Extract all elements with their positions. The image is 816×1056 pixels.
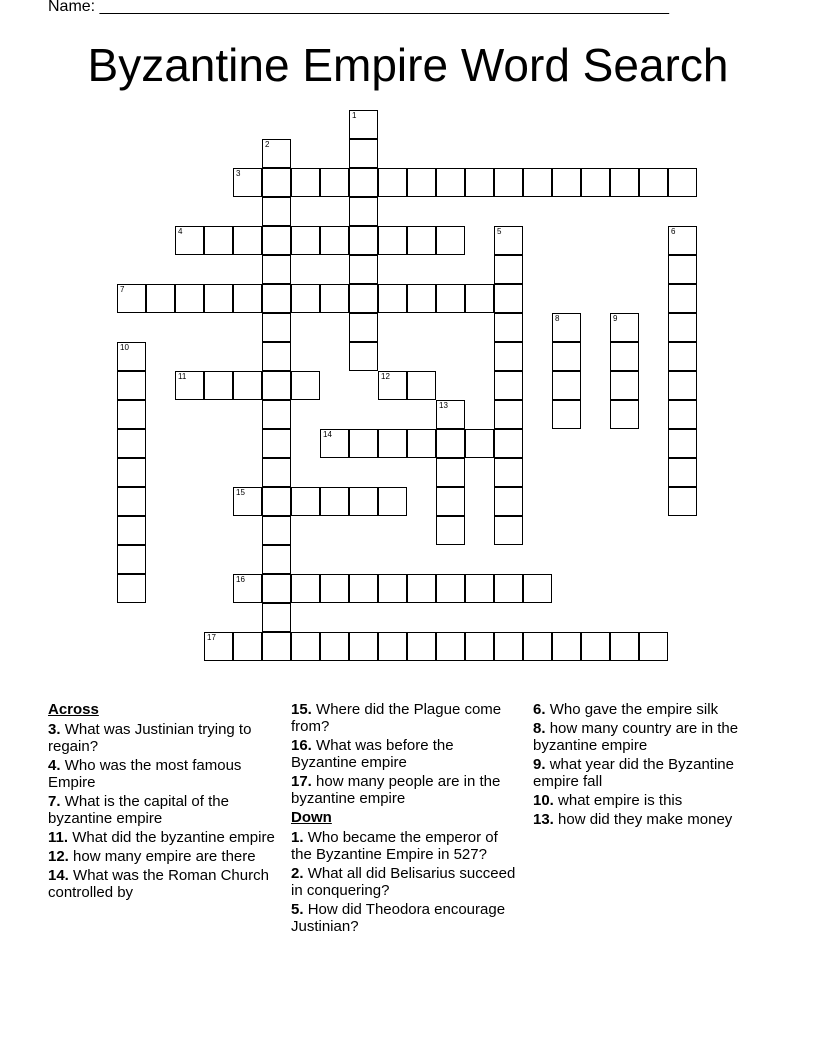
clue-text: How did Theodora encourage Justinian? [291,901,506,935]
grid-cell[interactable] [436,458,465,487]
grid-cell[interactable] [320,284,349,313]
grid-cell[interactable] [610,371,639,400]
clue-text: how many empire are there [73,848,256,865]
grid-cell[interactable] [291,284,320,313]
grid-cell[interactable] [233,574,262,603]
grid-cell[interactable] [407,284,436,313]
grid-cell[interactable] [436,516,465,545]
clue-text: What all did Belisarius succeed in conquering? [291,865,516,899]
grid-cell[interactable] [291,226,320,255]
grid-cell[interactable] [291,574,320,603]
clue-item [533,756,761,790]
grid-cell[interactable] [349,226,378,255]
clue-item [533,720,761,754]
clue-text: how did they make money [558,811,733,828]
grid-cell[interactable] [407,226,436,255]
grid-cell[interactable] [262,603,291,632]
grid-cell[interactable] [465,632,494,661]
grid-cell[interactable] [552,342,581,371]
grid-cell[interactable] [233,487,262,516]
clue-number: 15 [236,488,245,497]
grid-cell[interactable] [639,632,668,661]
grid-cell[interactable] [233,371,262,400]
grid-cell[interactable] [117,284,146,313]
grid-cell[interactable] [378,487,407,516]
clue-text: What was before the Byzantine empire [291,737,454,771]
grid-cell[interactable] [668,487,697,516]
grid-cell[interactable] [378,371,407,400]
clue-column-3 [533,701,761,830]
grid-cell[interactable] [494,371,523,400]
grid-cell[interactable] [494,400,523,429]
grid-cell[interactable] [117,371,146,400]
grid-cell[interactable] [262,429,291,458]
grid-cell[interactable] [262,168,291,197]
grid-cell[interactable] [436,574,465,603]
grid-cell[interactable] [552,371,581,400]
grid-cell[interactable] [320,168,349,197]
grid-cell[interactable] [668,255,697,284]
grid-cell[interactable] [262,516,291,545]
grid-cell[interactable] [552,168,581,197]
clue-text: What did the byzantine empire [72,829,275,846]
grid-cell[interactable] [262,313,291,342]
grid-cell[interactable] [581,632,610,661]
grid-cell[interactable] [233,226,262,255]
grid-cell[interactable] [349,197,378,226]
clue-item [291,901,519,935]
grid-cell[interactable] [552,400,581,429]
clue-text: What was Justinian trying to regain? [48,721,252,755]
clue-num: 5. [291,901,304,918]
grid-cell[interactable] [233,168,262,197]
grid-cell[interactable] [407,429,436,458]
clue-num: 17. [291,773,312,790]
grid-cell[interactable] [668,458,697,487]
grid-cell[interactable] [494,632,523,661]
grid-cell[interactable] [494,226,523,255]
grid-cell[interactable] [349,342,378,371]
grid-cell[interactable] [262,545,291,574]
clue-number: 10 [120,343,129,352]
grid-cell[interactable] [320,487,349,516]
grid-cell[interactable] [552,632,581,661]
grid-cell[interactable] [117,458,146,487]
grid-cell[interactable] [349,284,378,313]
grid-cell[interactable] [494,458,523,487]
grid-cell[interactable] [552,313,581,342]
grid-cell[interactable] [175,371,204,400]
grid-cell[interactable] [320,574,349,603]
grid-cell[interactable] [262,632,291,661]
grid-cell[interactable] [581,168,610,197]
clue-text: Who gave the empire silk [549,701,719,718]
grid-cell[interactable] [668,284,697,313]
grid-cell[interactable] [378,168,407,197]
clue-text: what empire is this [558,792,683,809]
grid-cell[interactable] [494,284,523,313]
grid-cell[interactable] [233,284,262,313]
clue-num: 2. [291,865,304,882]
clue-item [533,701,761,718]
clue-item [291,829,519,863]
grid-cell[interactable] [262,284,291,313]
grid-cell[interactable] [204,632,233,661]
clue-number: 1 [352,111,357,120]
grid-cell[interactable] [378,632,407,661]
clue-item [48,757,276,791]
clue-num: 16. [291,737,312,754]
grid-cell[interactable] [262,197,291,226]
grid-cell[interactable] [668,226,697,255]
clue-num: 3. [48,721,61,738]
clue-item [48,793,276,827]
clue-number: 4 [178,227,183,236]
clue-text: Where did the Plague come from? [291,701,502,735]
clue-num: 12. [48,848,69,865]
grid-cell[interactable] [349,168,378,197]
grid-cell[interactable] [117,400,146,429]
grid-cell[interactable] [436,429,465,458]
clue-number: 9 [613,314,618,323]
grid-cell[interactable] [407,168,436,197]
clue-number: 14 [323,430,332,439]
grid-cell[interactable] [262,342,291,371]
grid-cell[interactable] [175,284,204,313]
clue-number: 8 [555,314,560,323]
grid-cell[interactable] [262,574,291,603]
grid-cell[interactable] [262,400,291,429]
grid-cell[interactable] [291,487,320,516]
grid-cell[interactable] [233,632,262,661]
clue-column-2 [291,701,519,937]
clue-num: 7. [48,793,61,810]
clue-num: 6. [533,701,546,718]
grid-cell[interactable] [494,487,523,516]
clue-text: What was the Roman Church controlled by [48,867,269,901]
grid-cell[interactable] [204,226,233,255]
clue-heading: Down [291,809,332,826]
clue-number: 13 [439,401,448,410]
clue-num: 9. [533,756,546,773]
grid-cell[interactable] [407,632,436,661]
clue-num: 14. [48,867,69,884]
grid-cell[interactable] [436,400,465,429]
grid-cell[interactable] [523,574,552,603]
grid-cell[interactable] [668,400,697,429]
grid-cell[interactable] [436,632,465,661]
grid-cell[interactable] [523,168,552,197]
clue-text: Who became the emperor of the Byzantine Empire in 527? [291,829,498,863]
name-field-label: Name: ________________________________________________________________ [48,0,670,15]
grid-cell[interactable] [494,168,523,197]
clue-heading: Across [48,701,99,718]
page-title: Byzantine Empire Word Search [87,39,729,91]
grid-cell[interactable] [320,226,349,255]
grid-cell[interactable] [378,284,407,313]
clue-item [291,865,519,899]
grid-cell[interactable] [262,255,291,284]
grid-cell[interactable] [494,342,523,371]
grid-cell[interactable] [610,632,639,661]
grid-cell[interactable] [262,487,291,516]
clue-item [533,811,761,828]
grid-cell[interactable] [610,313,639,342]
clue-text: what year did the Byzantine empire fall [533,756,734,790]
grid-cell[interactable] [262,458,291,487]
clue-item [291,773,519,807]
grid-cell[interactable] [639,168,668,197]
clue-num: 10. [533,792,554,809]
grid-cell[interactable] [465,429,494,458]
grid-cell[interactable] [291,168,320,197]
clue-num: 8. [533,720,546,737]
grid-cell[interactable] [610,400,639,429]
grid-cell[interactable] [117,545,146,574]
clue-column-1 [48,701,276,903]
grid-cell[interactable] [494,574,523,603]
clue-number: 11 [178,372,187,381]
clue-item [48,721,276,755]
grid-cell[interactable] [117,429,146,458]
grid-cell[interactable] [378,429,407,458]
clue-num: 15. [291,701,312,718]
grid-cell[interactable] [494,313,523,342]
clue-num: 13. [533,811,554,828]
clue-item [291,701,519,735]
clue-number: 17 [207,633,216,642]
grid-cell[interactable] [320,429,349,458]
clue-text: how many people are in the byzantine empire [291,773,501,807]
clue-number: 2 [265,140,270,149]
grid-cell[interactable] [117,487,146,516]
clue-num: 1. [291,829,304,846]
grid-cell[interactable] [175,226,204,255]
grid-cell[interactable] [610,342,639,371]
clue-number: 3 [236,169,241,178]
grid-cell[interactable] [262,371,291,400]
grid-cell[interactable] [436,168,465,197]
grid-cell[interactable] [117,342,146,371]
clue-number: 7 [120,285,125,294]
clue-text: how many country are in the byzantine empire [533,720,739,754]
grid-cell[interactable] [204,371,233,400]
grid-cell[interactable] [378,226,407,255]
grid-cell[interactable] [494,429,523,458]
grid-cell[interactable] [378,574,407,603]
grid-cell[interactable] [668,313,697,342]
clue-text: What is the capital of the byzantine empire [48,793,229,827]
grid-cell[interactable] [436,284,465,313]
clue-item [48,829,276,846]
grid-cell[interactable] [291,371,320,400]
grid-cell[interactable] [349,313,378,342]
clue-number: 5 [497,227,502,236]
clue-item [533,792,761,809]
grid-cell[interactable] [349,110,378,139]
grid-cell[interactable] [465,168,494,197]
clue-num: 11. [48,829,69,846]
grid-cell[interactable] [349,487,378,516]
grid-cell[interactable] [465,574,494,603]
clue-num: 4. [48,757,61,774]
clue-number: 16 [236,575,245,584]
clue-number: 6 [671,227,676,236]
grid-cell[interactable] [349,632,378,661]
grid-cell[interactable] [262,139,291,168]
grid-cell[interactable] [146,284,175,313]
grid-cell[interactable] [117,574,146,603]
grid-cell[interactable] [494,255,523,284]
grid-cell[interactable] [465,284,494,313]
grid-cell[interactable] [668,342,697,371]
grid-cell[interactable] [349,429,378,458]
grid-cell[interactable] [668,168,697,197]
grid-cell[interactable] [349,574,378,603]
clue-item [48,848,276,865]
grid-cell[interactable] [291,632,320,661]
grid-cell[interactable] [436,226,465,255]
grid-cell[interactable] [204,284,233,313]
grid-cell[interactable] [262,226,291,255]
grid-cell[interactable] [117,516,146,545]
clue-number: 12 [381,372,390,381]
grid-cell[interactable] [349,139,378,168]
clue-item [291,737,519,771]
clue-text: Who was the most famous Empire [48,757,242,791]
grid-cell[interactable] [610,168,639,197]
clue-item [48,867,276,901]
grid-cell[interactable] [523,632,552,661]
grid-cell[interactable] [668,371,697,400]
grid-cell[interactable] [436,487,465,516]
grid-cell[interactable] [320,632,349,661]
grid-cell[interactable] [494,516,523,545]
grid-cell[interactable] [668,429,697,458]
grid-cell[interactable] [349,255,378,284]
grid-cell[interactable] [407,371,436,400]
grid-cell[interactable] [407,574,436,603]
